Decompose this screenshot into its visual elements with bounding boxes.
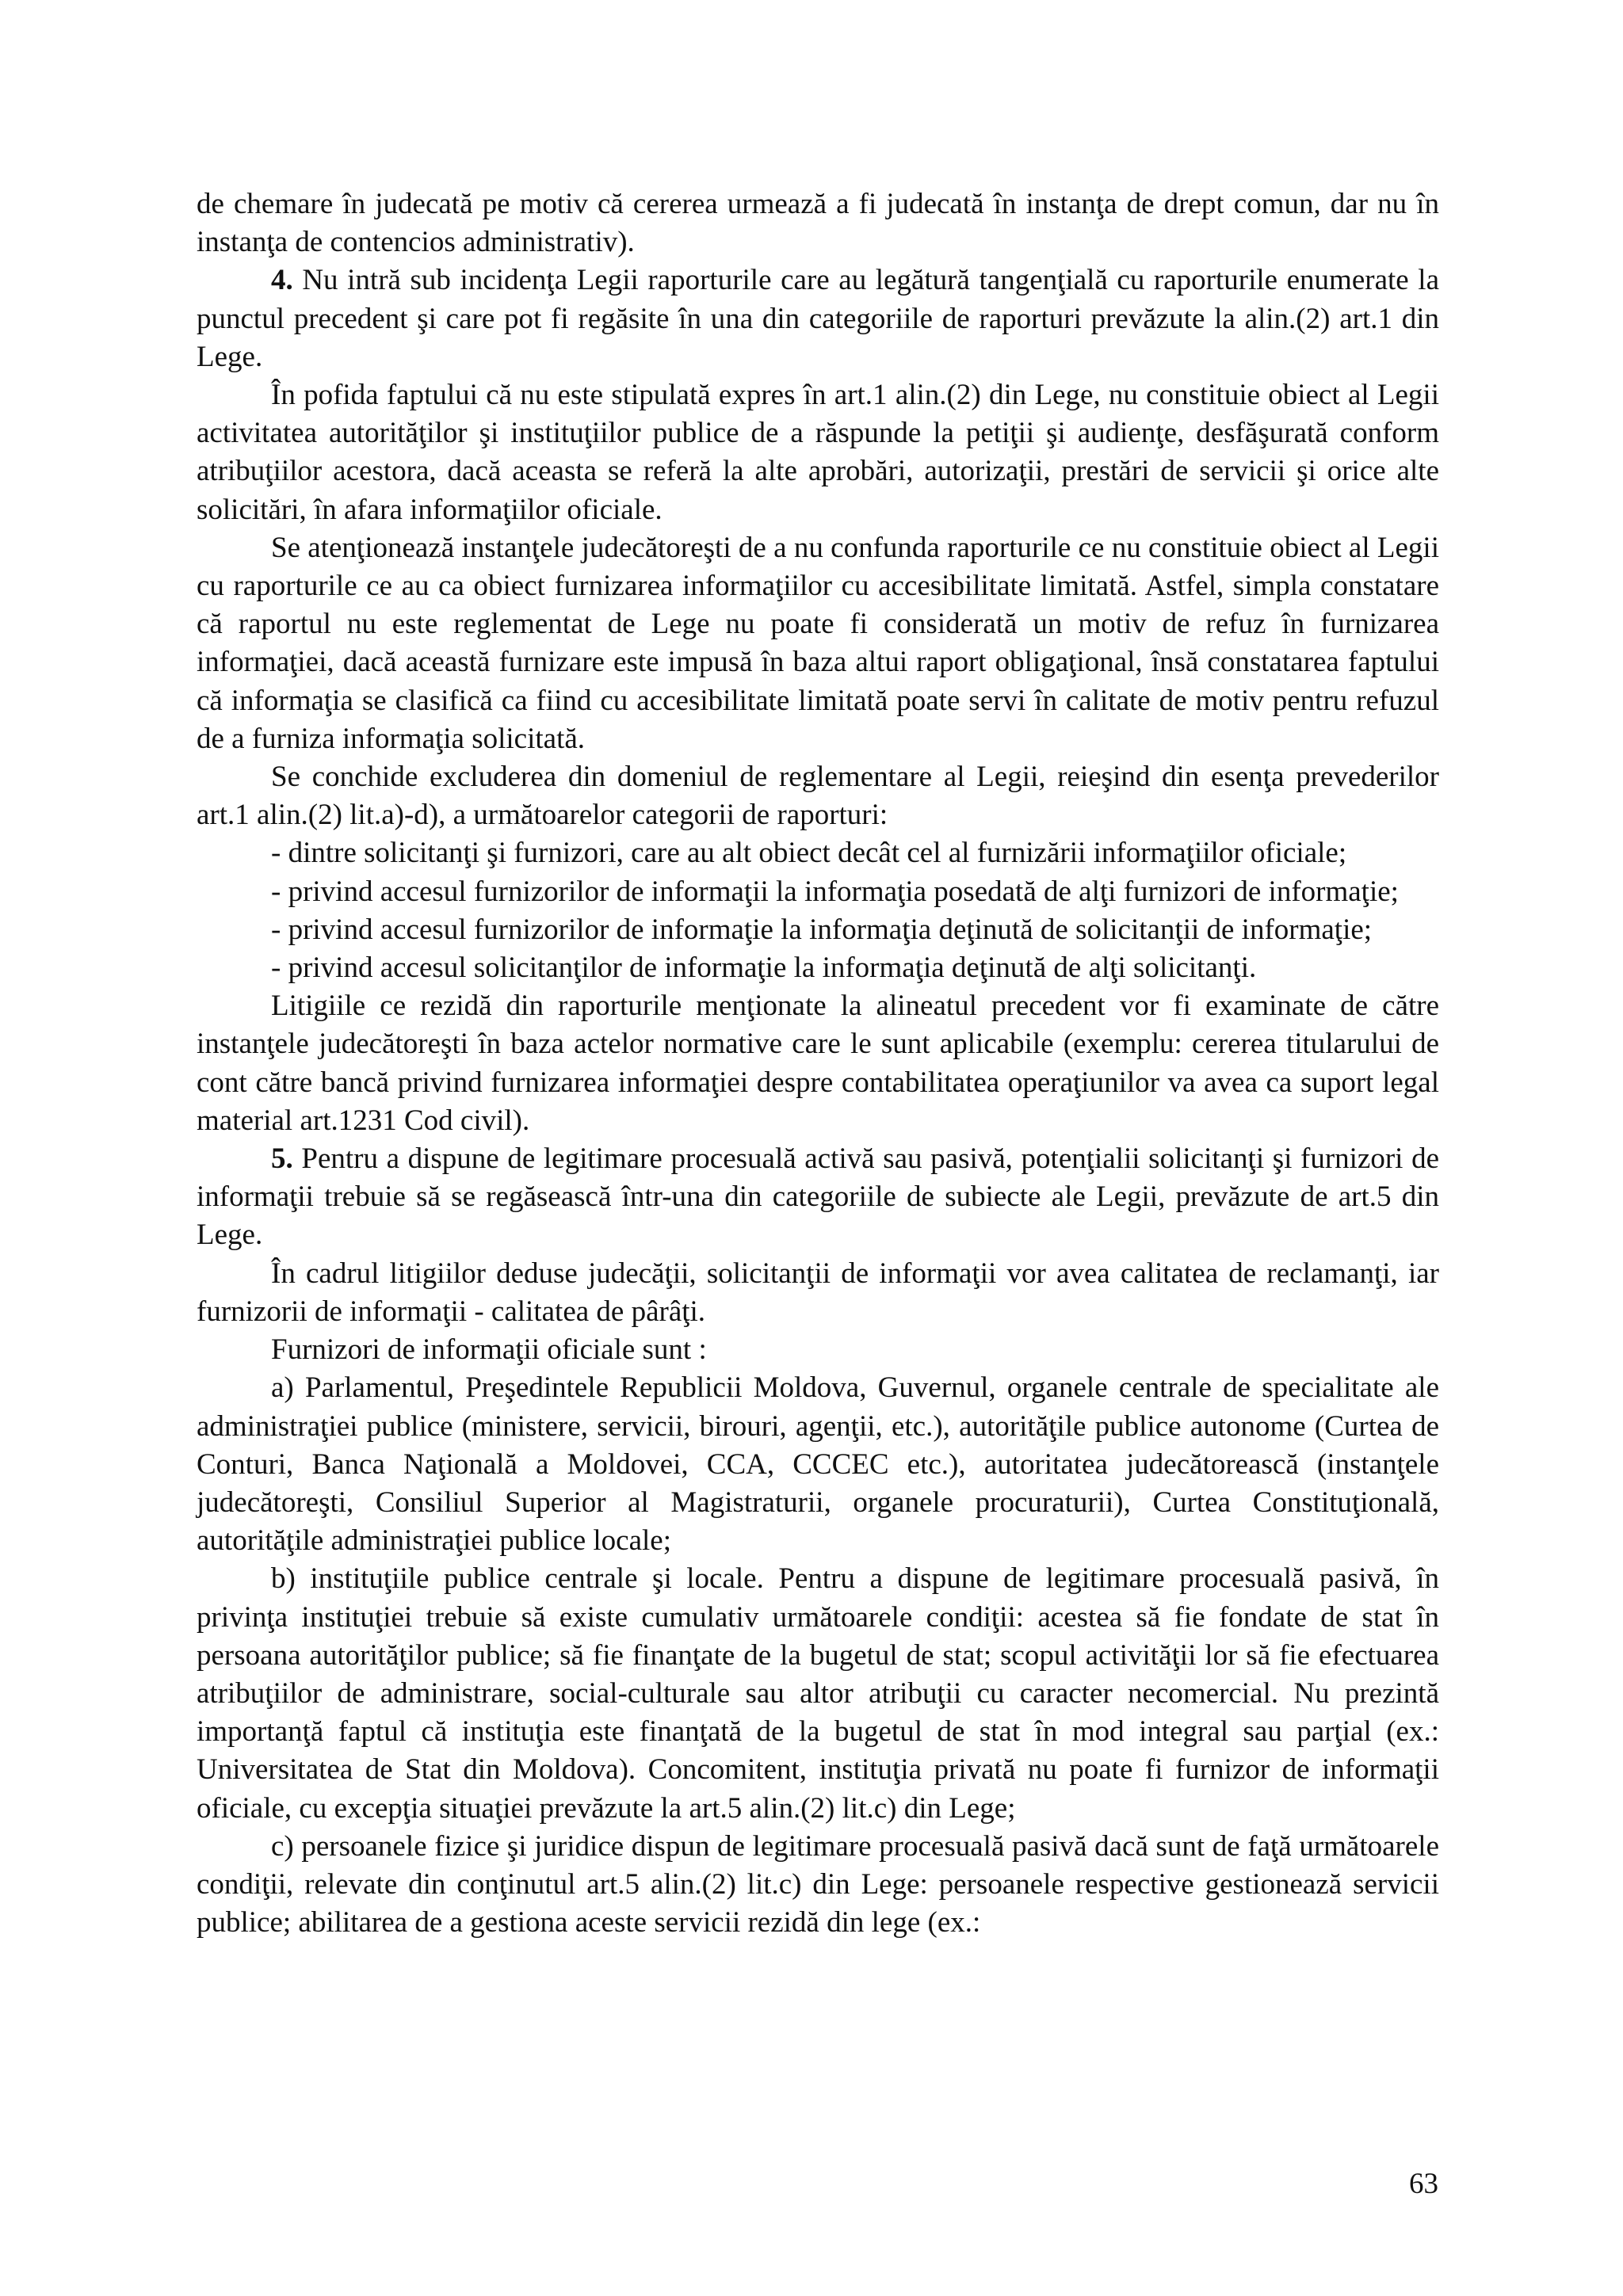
paragraph-text: a) Parlamentul, Preşedintele Republicii Moldova, Guvernul, organele centrale de specialitate ale administraţiei publice (ministere, servicii, birouri, agenţii, etc.), autorităţile publice autonome (Curtea de Conturi, Banca Naţională a Moldovei, CCA, CCCEC etc.), autoritatea judecătorească (instanţele judecătoreşti, Consiliul Superior al Magistraturii, organele procuraturii), Curtea Constituţională, autorităţile administraţiei publice locale; [197, 1371, 1439, 1558]
paragraph-text: - privind accesul furnizorilor de informaţie la informaţia deţinută de solicitanţii de informaţie; [271, 913, 1373, 946]
paragraph-text: - privind accesul solicitanţilor de informaţie la informaţia deţinută de alţi solicitanţi. [271, 952, 1257, 985]
paragraph-5 [197, 834, 1439, 872]
paragraph-2 [197, 376, 1439, 529]
paragraph-number: 4. [271, 264, 293, 297]
paragraph-text: c) persoanele fizice şi juridice dispun de legitimare procesuală pasivă dacă sunt de faţă următoarele condiţii, relevate din conţinutul art.5 alin.(2) lit.c) din Lege: persoanele respective gestionează servicii publice; abilitarea de a gestiona aceste servicii rezidă din lege (ex.: [197, 1829, 1439, 1939]
paragraph-6 [197, 873, 1439, 911]
paragraph-11 [197, 1255, 1439, 1331]
page-number: 63 [1409, 2168, 1438, 2200]
paragraph-14 [197, 1560, 1439, 1827]
paragraph-13 [197, 1369, 1439, 1560]
paragraph-10 [197, 1140, 1439, 1255]
paragraph-15 [197, 1828, 1439, 1943]
paragraph-text: de chemare în judecată pe motiv că cererea urmează a fi judecată în instanţa de drept comun, dar nu în instanţa de contencios administrativ). [197, 188, 1439, 259]
paragraph-text: Litigiile ce rezidă din raporturile menţionate la alineatul precedent vor fi examinate de către instanţele judecătoreşti în baza actelor normative care le sunt aplicabile (exemplu: cererea titularului de cont către bancă privind furnizarea informaţiei despre contabilitatea operaţiunilor va avea ca suport legal material art.1231 Cod civil). [197, 990, 1439, 1137]
paragraph-text: Se conchide excluderea din domeniul de reglementare al Legii, reieşind din esenţa prevederilor art.1 alin.(2) lit.a)-d), a următoarelor categorii de raporturi: [197, 761, 1439, 832]
paragraph-text: - dintre solicitanţi şi furnizori, care au alt obiect decât cel al furnizării informaţiilor oficiale; [271, 837, 1347, 870]
paragraph-9 [197, 987, 1439, 1140]
paragraph-text: Se atenţionează instanţele judecătoreşti de a nu confunda raporturile ce nu constituie obiect al Legii cu raporturile ce au ca obiect furnizarea informaţiilor cu accesibilitate limitată. Astfel, simpla constatare că raportul nu este reglementat de Lege nu poate fi considerată un motiv de refuz în furnizarea informaţiei, dacă această furnizare este impusă în baza altui raport obligaţional, însă constatarea faptului că informaţia se clasifică ca fiind cu accesibilitate limitată poate servi în calitate de motiv pentru refuzul de a furniza informaţia solicitată. [197, 531, 1439, 755]
paragraph-text: În pofida faptului că nu este stipulată expres în art.1 alin.(2) din Lege, nu constituie obiect al Legii activitatea autorităţilor şi instituţiilor publice de a răspunde la petiţii şi audienţe, desfăşurată conform atribuţiilor acestora, dacă aceasta se referă la alte aprobări, autorizaţii, prestări de servicii şi orice alte solicitări, în afara informaţiilor oficiale. [197, 379, 1439, 526]
paragraph-text: Pentru a dispune de legitimare procesuală activă sau pasivă, potenţialii solicitanţi şi furnizori de informaţii trebuie să se regăsească într-una din categoriile de subiecte ale Legii, prevăzute de art.5 din Lege. [197, 1142, 1439, 1252]
document-page [197, 185, 1439, 1942]
paragraph-4 [197, 758, 1439, 834]
paragraph-text: - privind accesul furnizorilor de informaţii la informaţia posedată de alţi furnizori de informaţie; [271, 875, 1399, 908]
paragraph-text: În cadrul litigiilor deduse judecăţii, solicitanţii de informaţii vor avea calitatea de reclamanţi, iar furnizorii de informaţii - calitatea de pârâţi. [197, 1257, 1439, 1328]
paragraph-1 [197, 261, 1439, 376]
paragraph-text: Furnizori de informaţii oficiale sunt : [271, 1333, 707, 1367]
paragraph-0 [197, 185, 1439, 261]
paragraph-7 [197, 911, 1439, 949]
paragraph-8 [197, 949, 1439, 987]
paragraph-text: Nu intră sub incidenţa Legii raporturile care au legătură tangenţială cu raporturile enumerate la punctul precedent şi care pot fi regăsite în una din categoriile de raporturi prevăzute la alin.(2) art.1 din Lege. [197, 264, 1439, 373]
paragraph-number: 5. [271, 1142, 293, 1176]
paragraph-3 [197, 529, 1439, 758]
paragraph-12 [197, 1331, 1439, 1369]
paragraph-text: b) instituţiile publice centrale şi locale. Pentru a dispune de legitimare procesuală pasivă, în privinţa instituţiei trebuie să existe cumulativ următoarele condiţii: acestea să fie fondate de stat în persoana autorităţilor publice; să fie finanţate de la bugetul de stat; scopul activităţii lor să fie efectuarea atribuţiilor de administrare, social-culturale sau altor atribuţii cu caracter necomercial. Nu prezintă importanţă faptul că instituţia este finanţată de la bugetul de stat în mod integral sau parţial (ex.: Universitatea de Stat din Moldova). Concomitent, instituţia privată nu poate fi furnizor de informaţii oficiale, cu excepţia situaţiei prevăzute la art.5 alin.(2) lit.c) din Lege; [197, 1562, 1439, 1825]
